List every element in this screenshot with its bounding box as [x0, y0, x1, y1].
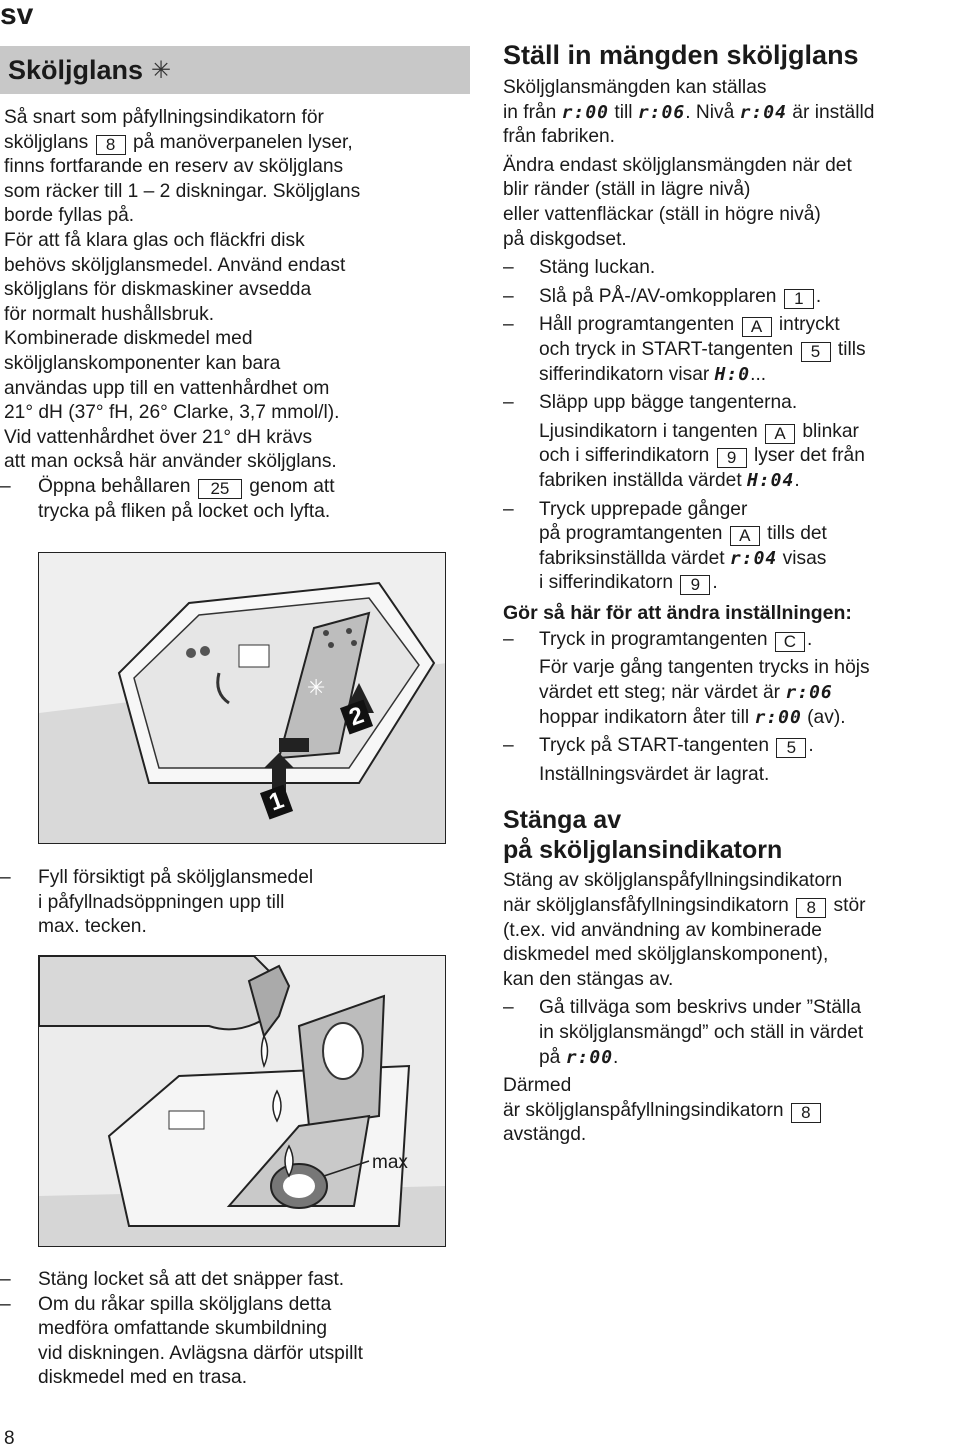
howto-title: Gör så här för att ändra inställningen: — [503, 601, 852, 624]
settings-title: Ställ in mängden sköljglans — [503, 40, 859, 70]
left-column-bottom — [0, 1268, 470, 1391]
step-saved: Inställningsvärdet är lagrat. — [539, 763, 770, 785]
step-hold-key: – Håll programtangenten A intryckt och tryck in START-tangenten 5 tills sifferindikatorn visar H:0... — [503, 313, 960, 387]
paragraph-range: Sköljglansmängden kan ställas in från r:00 till r:06. Nivå r:04 är inställd från fabriken. — [503, 77, 875, 148]
step-release-info: Ljusindikatorn i tangenten A blinkar och i sifferindikatorn 9 lyser det från fabriken inställda värdet H:04. — [539, 420, 865, 491]
section-title: Sköljglans — [8, 54, 144, 85]
paragraph-when: Ändra endast sköljglansmängden när det blir ränder (ställ in lägre nivå) eller vattenfläckar (ställ in högre nivå) på diskgodset. — [503, 154, 852, 250]
step-release: – Släpp upp bägge tangenterna. — [503, 391, 960, 416]
step-open-container: – Öppna behållaren 25 genom att trycka på fliken på locket och lyfta. — [0, 475, 470, 524]
figure-label-2: 2 — [340, 700, 373, 735]
step-close: – Stäng locket så att det snäpper fast. — [0, 1268, 470, 1293]
step-spill: – Om du råkar spilla sköljglans detta medföra omfattande skumbildning vid diskningen. Avlägsna därför utspillt diskmedel med en trasa. — [0, 1293, 470, 1391]
step-fill: – Fyll försiktigt på sköljglansmedel i påfyllnadsöppningen upp till max. tecken. — [0, 866, 470, 940]
step-repeat: – Tryck upprepade gånger på programtangenten A tills det fabriksinställda värdet r:04 visas i sifferindikatorn 9 . — [503, 498, 960, 596]
right-column — [503, 40, 960, 1148]
step-switch-on: – Slå på PÅ-/AV-omkopplaren 1 . — [503, 285, 960, 310]
figure-open-container — [38, 552, 446, 844]
left-column — [0, 46, 470, 524]
paragraph-disable: Stäng av sköljglanspåfyllningsindikatorn när sköljglansfåfyllningsindikatorn 8 stör (t.ex. vid användning av kombinerade diskmedel med sköljglanskomponent), kan den stängas av. — [503, 870, 866, 990]
step-set-zero: – Gå tillväga som beskrivs under ”Ställa in sköljglansmängd” och ställ in värdet på r:00. — [503, 996, 960, 1070]
disable-title: Stänga av på sköljglansindikatorn — [503, 806, 783, 865]
figure-label-1: 1 — [260, 785, 293, 820]
page-number: 8 — [4, 1428, 15, 1449]
step-close-door: – Stäng luckan. — [503, 256, 960, 281]
step-press-c-info: För varje gång tangenten trycks in höjs värdet ett steg; när värdet är r:06 hoppar indikatorn åter till r:00 (av). — [539, 657, 870, 728]
paragraph-reserve: Så snart som påfyllningsindikatorn för sköljglans 8 på manöverpanelen lyser, finns fortfarande en reserv av sköljglans som räcker till 1 – 2 diskningar. Sköljglans borde fyllas på. — [4, 107, 361, 227]
step-press-c: – Tryck in programtangenten C . — [503, 628, 960, 653]
language-tag: sv — [0, 0, 34, 31]
paragraph-disabled: Därmed är sköljglanspåfyllningsindikatorn 8 avstängd. — [503, 1074, 960, 1148]
sun-icon: ✳ — [151, 56, 172, 84]
section-header — [0, 46, 470, 94]
paragraph-purpose: För att få klara glas och fläckfri disk behövs sköljglansmedel. Använd endast sköljglans för diskmaskiner avsedda för normalt hushållsbruk. — [4, 229, 346, 325]
paragraph-combined: Kombinerade diskmedel med sköljglanskomponenter kan bara användas upp till en vattenhårdhet om 21° dH (37° fH, 26° Clarke, 3,7 mmol/l). Vid vattenhårdhet över 21° dH krävs att man också här använder sköljglans. — [4, 328, 340, 473]
svg-text:✳: ✳ — [307, 676, 326, 701]
max-label: max — [372, 1152, 408, 1173]
left-column-mid — [0, 866, 470, 940]
step-press-start: – Tryck på START-tangenten 5 . — [503, 734, 960, 759]
figure-fill-rinse-aid — [38, 955, 446, 1247]
